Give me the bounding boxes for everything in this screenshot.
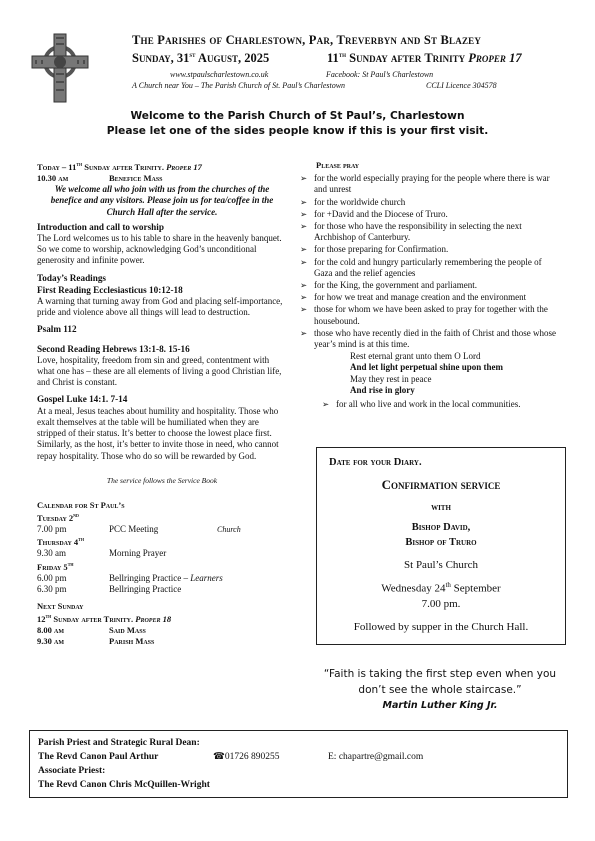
sunday-title: 11th Sunday after Trinity Proper 17	[327, 51, 522, 66]
arrow-bullet-icon: ➢	[300, 196, 308, 207]
diary-time: 7.00 pm.	[421, 598, 461, 610]
today-welcome-text: We welcome all who join with us from the churches of the benefice and any visitors. Please join us for tea/coffee in the Church Hall after the service.	[50, 184, 274, 217]
prayer-list	[300, 173, 562, 350]
second-reading-title: Second Reading Hebrews 13:1-8. 15-16	[37, 343, 190, 354]
prayer-response-4: And rise in glory	[350, 384, 415, 395]
website-link[interactable]: www.stpaulscharlestown.co.uk	[170, 70, 269, 79]
prayer-item: ➢ for the King, the government and parliament.	[300, 280, 477, 291]
parish-priest-role: Parish Priest and Strategic Rural Dean:	[38, 738, 200, 748]
calendar-friday: Friday 5th	[37, 561, 74, 572]
arrow-bullet-icon: ➢	[300, 304, 308, 315]
prayer-response-3: May they rest in peace	[350, 373, 432, 384]
facebook-text: Facebook: St Paul’s Charlestown	[326, 70, 434, 79]
associate-priest-name: The Revd Canon Chris McQuillen-Wright	[38, 780, 210, 790]
calendar-row: 6.00 pm Bellringing Practice – Learners	[37, 572, 223, 583]
quote-block	[316, 666, 564, 714]
calendar-tuesday: Tuesday 2nd	[37, 512, 79, 523]
gospel-text: At a meal, Jesus teaches about humility and hospitality. Those who exalt themselves at the table will be humiliated when they are stripped of their status. It’s better to choose the lowest place first. Similarly, as the host, it’s better to invite those in need, who cannot repay hospitality. Those who do so will be rewarded by God.	[37, 405, 279, 461]
diary-with: with	[431, 503, 451, 513]
second-reading-text: Love, hospitality, freedom from sin and greed, contentment with what one has – these are all elements of living a good Christian life, and Christ is constant.	[37, 354, 282, 388]
arrow-bullet-icon: ➢	[300, 280, 308, 291]
prayer-item: ➢ for those preparing for Confirmation.	[300, 244, 449, 255]
next-sunday-title: Next Sunday	[37, 601, 84, 612]
associate-priest-role: Associate Priest:	[38, 766, 106, 776]
prayer-item: ➢ for +David and the Diocese of Truro.	[300, 208, 448, 219]
next-sunday-line: 12th Sunday after Trinity. Proper 18	[37, 614, 172, 625]
first-reading-title: First Reading Ecclesiasticus 10:12-18	[37, 284, 183, 295]
next-sunday-row: 8.00 am Said Mass	[37, 625, 146, 636]
today-service-row: 10.30 am Benefice Mass	[37, 173, 163, 184]
diary-bishop-1: Bishop David,	[411, 522, 471, 533]
intro-title: Introduction and call to worship	[37, 221, 164, 232]
welcome-line-2: Please let one of the sides people know if this is your first visit.	[106, 125, 489, 137]
tagline: A Church near You – The Parish Church of St. Paul’s Charlestown	[132, 81, 346, 90]
arrow-bullet-icon: ➢	[322, 399, 330, 410]
parishes-title: The Parishes of Charlestown, Par, Treverbyn and St Blazey	[132, 33, 482, 47]
diary-followed: Followed by supper in the Church Hall.	[353, 621, 529, 633]
next-sunday-row: 9.30 am Parish Mass	[37, 636, 155, 647]
diary-event-title: Confirmation service	[381, 477, 501, 492]
diary-venue: St Paul’s Church	[404, 559, 478, 571]
welcome-banner	[0, 109, 595, 139]
arrow-bullet-icon: ➢	[300, 256, 308, 267]
right-column	[300, 160, 562, 410]
service-note: The service follows the Service Book	[106, 475, 218, 485]
phone-icon: ☎	[213, 752, 225, 762]
quote-text: “Faith is taking the first step even when you don’t see the whole staircase.”	[323, 668, 557, 696]
arrow-bullet-icon: ➢	[300, 208, 308, 219]
phone-number: ☎01726 890255	[213, 752, 280, 762]
prayer-item: ➢ those who have recently died in the faith of Christ and those whose year’s mind is at this time.	[300, 327, 556, 350]
celtic-cross-logo	[22, 30, 98, 106]
today-heading: Today – 11th Sunday after Trinity. Proper 17	[37, 161, 202, 172]
welcome-line-1: Welcome to the Parish Church of St Paul’s, Charlestown	[130, 110, 465, 122]
arrow-bullet-icon: ➢	[300, 173, 308, 184]
email-address[interactable]: E: chapartre@gmail.com	[328, 752, 424, 762]
diary-box	[316, 447, 566, 645]
prayer-response-2: And let light perpetual shine upon them	[350, 362, 504, 373]
prayer-item: ➢ for the worldwide church	[300, 196, 406, 207]
calendar-thursday: Thursday 4th	[37, 537, 84, 548]
arrow-bullet-icon: ➢	[300, 244, 308, 255]
arrow-bullet-icon: ➢	[300, 221, 308, 232]
prayer-item: ➢ for those who have the responsibility in selecting the next Archbishop of Canterbury.	[300, 221, 522, 243]
diary-bishop-2: Bishop of Truro	[405, 537, 477, 548]
prayer-item: ➢ for the cold and hungry particularly remembering the people of Gaza and the relief agencies	[300, 256, 542, 278]
gospel-title: Gospel Luke 14:1. 7-14	[37, 394, 128, 405]
calendar-row: 9.30 am Morning Prayer	[37, 548, 167, 559]
prayer-title: Please pray	[316, 160, 360, 170]
quote-author: Martin Luther King Jr.	[382, 700, 498, 711]
prayer-item: ➢ for how we treat and manage creation and the environment	[300, 292, 527, 303]
prayer-item: ➢ those for whom we have been asked to pray for together with the housebound.	[300, 304, 548, 326]
parish-priest-name: The Revd Canon Paul Arthur	[38, 752, 159, 762]
calendar-row: 6.30 pm Bellringing Practice	[37, 583, 182, 594]
first-reading-text: A warning that turning away from God and placing self-importance, pride and violence above all things will lead to destruction.	[37, 296, 283, 318]
calendar-title: Calendar for St Paul’s	[37, 499, 125, 510]
prayer-response-1: Rest eternal grant unto them O Lord	[350, 351, 481, 362]
prayer-item-last: ➢ for all who live and work in the local communities.	[322, 399, 521, 410]
ccli-licence: CCLI Licence 304578	[426, 81, 497, 90]
arrow-bullet-icon: ➢	[300, 327, 308, 338]
clergy-contact-box	[29, 730, 568, 798]
diary-date: Wednesday 24th September	[381, 581, 501, 595]
left-column	[37, 160, 287, 648]
service-date: Sunday, 31st August, 2025	[132, 51, 270, 66]
psalm-title: Psalm 112	[37, 324, 77, 335]
diary-heading: Date for your Diary.	[329, 457, 422, 468]
readings-title: Today’s Readings	[37, 272, 107, 283]
prayer-item: ➢ for the world especially praying for the people where there is war and unrest	[300, 173, 550, 195]
intro-text: The Lord welcomes us to his table to share in the heavenly banquet. So we come to worship, acknowledging God’s unconditional generosity and infinite power.	[37, 233, 282, 266]
arrow-bullet-icon: ➢	[300, 292, 308, 303]
calendar-row: 7.00 pm PCC Meeting Church	[37, 524, 241, 535]
